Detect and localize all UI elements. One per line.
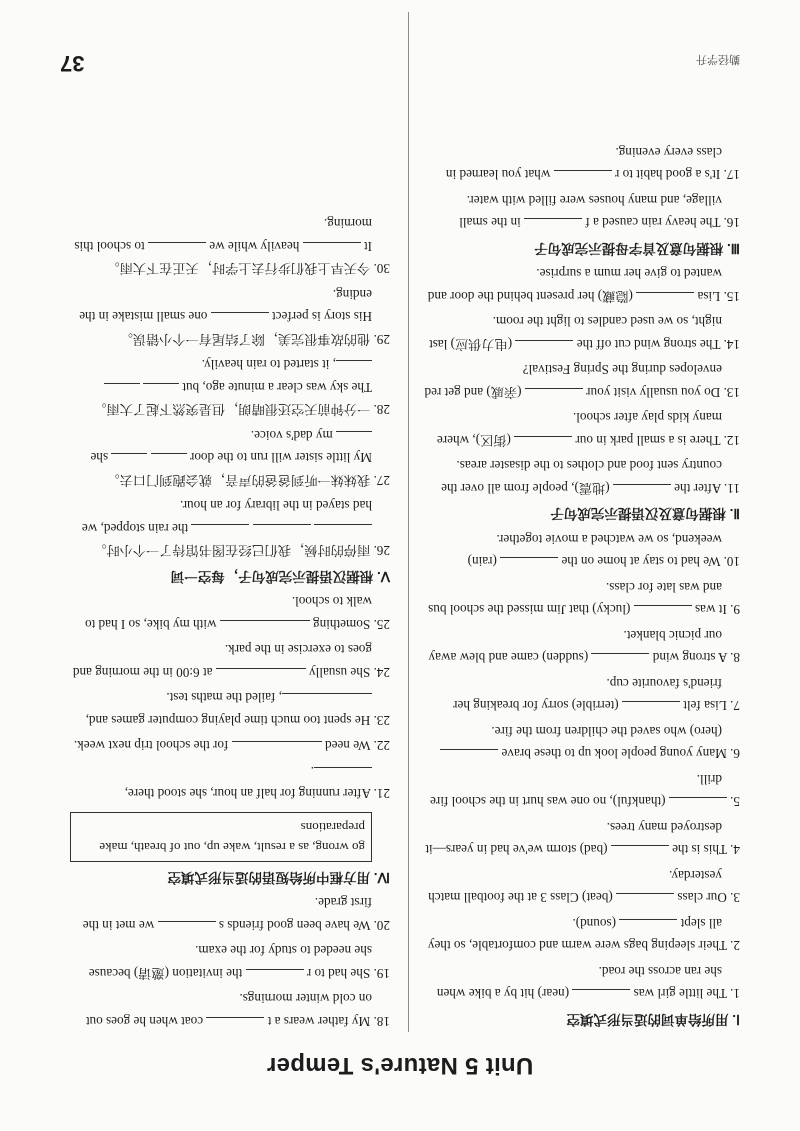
page-number: 37 [60, 51, 85, 76]
q7-stem: 7. Lisa felt [683, 698, 740, 714]
question-26 [70, 494, 390, 562]
q25-stem: 25. Something [313, 617, 390, 632]
q2-blank[interactable] [619, 919, 677, 934]
q30-blank-1[interactable] [303, 242, 361, 257]
q1-stem: 1. The little girl was [633, 986, 740, 1002]
section-2-heading: Ⅱ. 根据句意及汉语提示完成句子 [550, 506, 740, 522]
q15-stem: 15. Lisa [697, 289, 740, 304]
q22-tail: for the school trip next week. [73, 738, 229, 754]
q26-chinese: 26. 雨停的时候，我们已经在图书馆待了一个小时。 [93, 543, 390, 559]
unit-title: Unit 5 Nature's Temper [266, 1052, 534, 1079]
section-4-heading: Ⅳ. 用方框中所给短语的适当形式填空 [167, 870, 390, 885]
q18-stem: 18. My father wears a t [267, 1014, 390, 1029]
q28-blank-1[interactable] [143, 383, 179, 398]
q27-english-b: she [90, 450, 109, 466]
q22-blank[interactable] [232, 742, 322, 757]
q7-blank[interactable] [622, 702, 680, 717]
question-20 [70, 891, 390, 936]
q24-tail: at 6:00 in the morning and goes to exercise in the park. [72, 642, 372, 680]
phrase-box: go wrong, as a result, wake up, out of breath, make preparations [70, 813, 372, 863]
q15-blank[interactable] [636, 292, 694, 307]
q14-tail: (电力供应) last night, so we used candles to light the room. [429, 314, 722, 352]
q16-tail: in the small village, and many houses were filled with water. [459, 193, 722, 231]
q15-tail: (隐藏) her present behind the door and wanted to give her mum a surprise. [427, 266, 722, 304]
q12-blank[interactable] [514, 436, 572, 451]
q12-tail: (街区), where many kids play after school. [436, 410, 722, 448]
q4-blank[interactable] [611, 846, 669, 861]
question-17 [420, 141, 740, 186]
q14-stem: 14. The strong wind cut off the [576, 337, 740, 352]
q6-blank[interactable] [440, 750, 498, 765]
question-19 [70, 939, 390, 984]
q27-english-a: My little sister will run to the door [189, 450, 372, 466]
question-30 [70, 212, 390, 280]
right-column [70, 209, 390, 1032]
question-2 [420, 912, 740, 957]
q12-stem: 12. There is a small park in our [575, 433, 740, 448]
q21-tail: . [310, 764, 314, 779]
q20-tail: we met in the first grade. [82, 895, 372, 933]
question-10 [420, 528, 740, 573]
q2-stem: 2. Their sleeping bags were warm and comfortable, so they all slept [427, 916, 740, 954]
q8-stem: 8. A strong wind [652, 650, 740, 666]
question-18 [70, 987, 390, 1032]
q5-blank[interactable] [669, 798, 727, 813]
q18-blank[interactable] [206, 1017, 264, 1032]
q29-english-b: one small mistake in the ending. [79, 287, 372, 325]
q22-stem: 22. We need [325, 738, 390, 754]
q28-blank-3[interactable] [336, 361, 372, 376]
q30-blank-2[interactable] [148, 242, 206, 257]
q5-stem: 5. [730, 794, 740, 810]
question-22 [70, 734, 390, 757]
q16-blank[interactable] [524, 219, 582, 234]
q6-stem: 6. Many young people look up to these brave [501, 746, 740, 762]
q28-blank-2[interactable] [104, 383, 140, 398]
q28-english-a: The sky was clear a minute ago, but [182, 380, 372, 395]
q20-stem: 20. We have been good friends s [218, 918, 390, 933]
q26-english: the rain stopped, we had stayed in the library for an hour. [81, 498, 372, 536]
q8-tail: (sudden) came and blew away our picnic blanket. [428, 628, 722, 666]
q13-stem: 13. Do you usually visit your [586, 385, 740, 400]
q11-stem: 11. After the [674, 481, 740, 496]
q19-tail: the invitation (邀请) because she needed to study for the exam. [88, 943, 372, 981]
footer-label: 勤径学升 [696, 53, 740, 65]
q4-stem: 4. This is the [672, 842, 740, 858]
paper [30, 51, 770, 1079]
section-5-heading: Ⅴ. 根据汉语提示完成句子，每空一词 [170, 569, 390, 584]
q27-chinese: 27. 我妹妹一听到爸爸的声音，就会跑到门口去。 [106, 473, 390, 488]
q27-english-c: my dad's voice. [250, 428, 333, 443]
q8-blank[interactable] [592, 654, 650, 669]
q25-blank[interactable] [220, 620, 310, 635]
question-5 [420, 768, 740, 813]
q30-english-a: It [363, 239, 372, 254]
q3-tail: (beat) Class 3 at the football match yesterday. [428, 868, 722, 906]
q26-blank-3[interactable] [191, 524, 249, 539]
q24-blank[interactable] [216, 668, 306, 683]
question-4 [420, 816, 740, 861]
q23-tail: , failed the maths test. [166, 690, 282, 706]
q16-stem: 16. The heavy rain caused a f [585, 215, 740, 231]
q23-blank[interactable] [282, 694, 372, 709]
q18-tail: coat when he goes out on cold winter mornings. [85, 991, 372, 1029]
question-25 [70, 590, 390, 635]
section-3-heading: Ⅲ. 根据句意及首字母提示完成句子 [534, 241, 740, 256]
q27-blank-1[interactable] [151, 454, 187, 469]
question-13 [420, 358, 740, 403]
question-28 [70, 353, 390, 421]
question-3 [420, 864, 740, 909]
q29-chinese: 29. 他的故事很完美，除了结尾有一个小错误。 [119, 332, 390, 347]
q10-stem: 10. We had to stay at home on the [561, 554, 740, 570]
q6-tail: (hero) who saved the children from the fire. [491, 724, 722, 739]
q17-blank[interactable] [554, 171, 612, 186]
q24-stem: 24. She usually [309, 665, 390, 680]
q3-blank[interactable] [616, 894, 674, 909]
question-14 [420, 310, 740, 355]
question-8 [420, 624, 740, 669]
section-1-heading: Ⅰ. 用所给单词的适当形式填空 [566, 1012, 740, 1027]
q11-blank[interactable] [613, 484, 671, 499]
question-23 [70, 686, 390, 731]
q23-stem: 23. He spent too much time playing computer games and, [85, 713, 390, 728]
q10-tail: (rain) weekend, so we watched a movie together. [467, 532, 722, 570]
question-6 [420, 720, 740, 765]
q30-english-c: to school this morning. [74, 216, 372, 254]
question-7 [420, 672, 740, 717]
q9-stem: 9. It was [694, 602, 740, 618]
q30-chinese: 30. 今天早上我们步行去上学时，天正在下大雨。 [106, 261, 390, 277]
question-16 [420, 189, 740, 234]
page-footer [60, 48, 740, 75]
q19-blank[interactable] [246, 969, 304, 984]
question-15 [420, 262, 740, 307]
q1-blank[interactable] [572, 990, 630, 1005]
q19-stem: 19. She had to r [306, 966, 390, 981]
question-21 [70, 760, 390, 805]
q26-blank-1[interactable] [314, 524, 372, 539]
q26-blank-2[interactable] [253, 524, 311, 539]
question-27 [70, 424, 390, 492]
q13-tail: (亲戚) and get red envelopes during the Spring Festival? [424, 362, 722, 400]
q2-tail: (sound). [572, 916, 617, 931]
q17-stem: 17. It's a good habit to r [614, 167, 740, 183]
q27-blank-3[interactable] [336, 431, 372, 446]
left-column [420, 138, 740, 1033]
q25-tail: with my bike, so I had to walk to school. [84, 594, 372, 632]
q21-blank[interactable] [314, 767, 372, 782]
q9-blank[interactable] [634, 606, 692, 621]
question-12 [420, 406, 740, 451]
q17-tail: what you learned in class every evening. [445, 145, 722, 183]
q27-blank-2[interactable] [111, 454, 147, 469]
q7-tail: (terrible) sorry for breaking her friend's favourite cup. [453, 676, 722, 714]
q29-english-a: His story is perfect [272, 309, 372, 325]
q10-blank[interactable] [500, 558, 558, 573]
q11-tail: (地震), people from all over the country sent food and clothes to the disaster areas. [441, 458, 722, 496]
q21-stem: 21. After running for half an hour, she stood there, [124, 786, 390, 802]
q20-blank[interactable] [158, 921, 216, 936]
q5-tail: (thankful), no one was hurt in the school fire drill. [430, 772, 722, 810]
q1-tail: (near) hit by a bike when she ran across the road. [436, 964, 722, 1002]
question-29 [70, 283, 390, 351]
column-divider [408, 12, 409, 1032]
q28-english-b: , it started to rain heavily. [201, 357, 336, 373]
q14-blank[interactable] [515, 340, 573, 355]
q9-tail: (lucky) that Jim missed the school bus and was late for class. [428, 580, 722, 618]
q28-chinese: 28. 一分钟前天空还很晴朗，但是突然下起了大雨。 [93, 402, 390, 418]
question-1 [420, 960, 740, 1005]
q29-blank-1[interactable] [211, 313, 269, 328]
q4-tail: (bad) storm we've had in years—it destroyed many trees. [425, 820, 722, 858]
question-24 [70, 638, 390, 683]
q13-blank[interactable] [525, 388, 583, 403]
question-11 [420, 454, 740, 499]
q30-english-b: heavily while we [209, 239, 300, 254]
question-9 [420, 576, 740, 621]
q3-stem: 3. Our class [677, 890, 740, 906]
